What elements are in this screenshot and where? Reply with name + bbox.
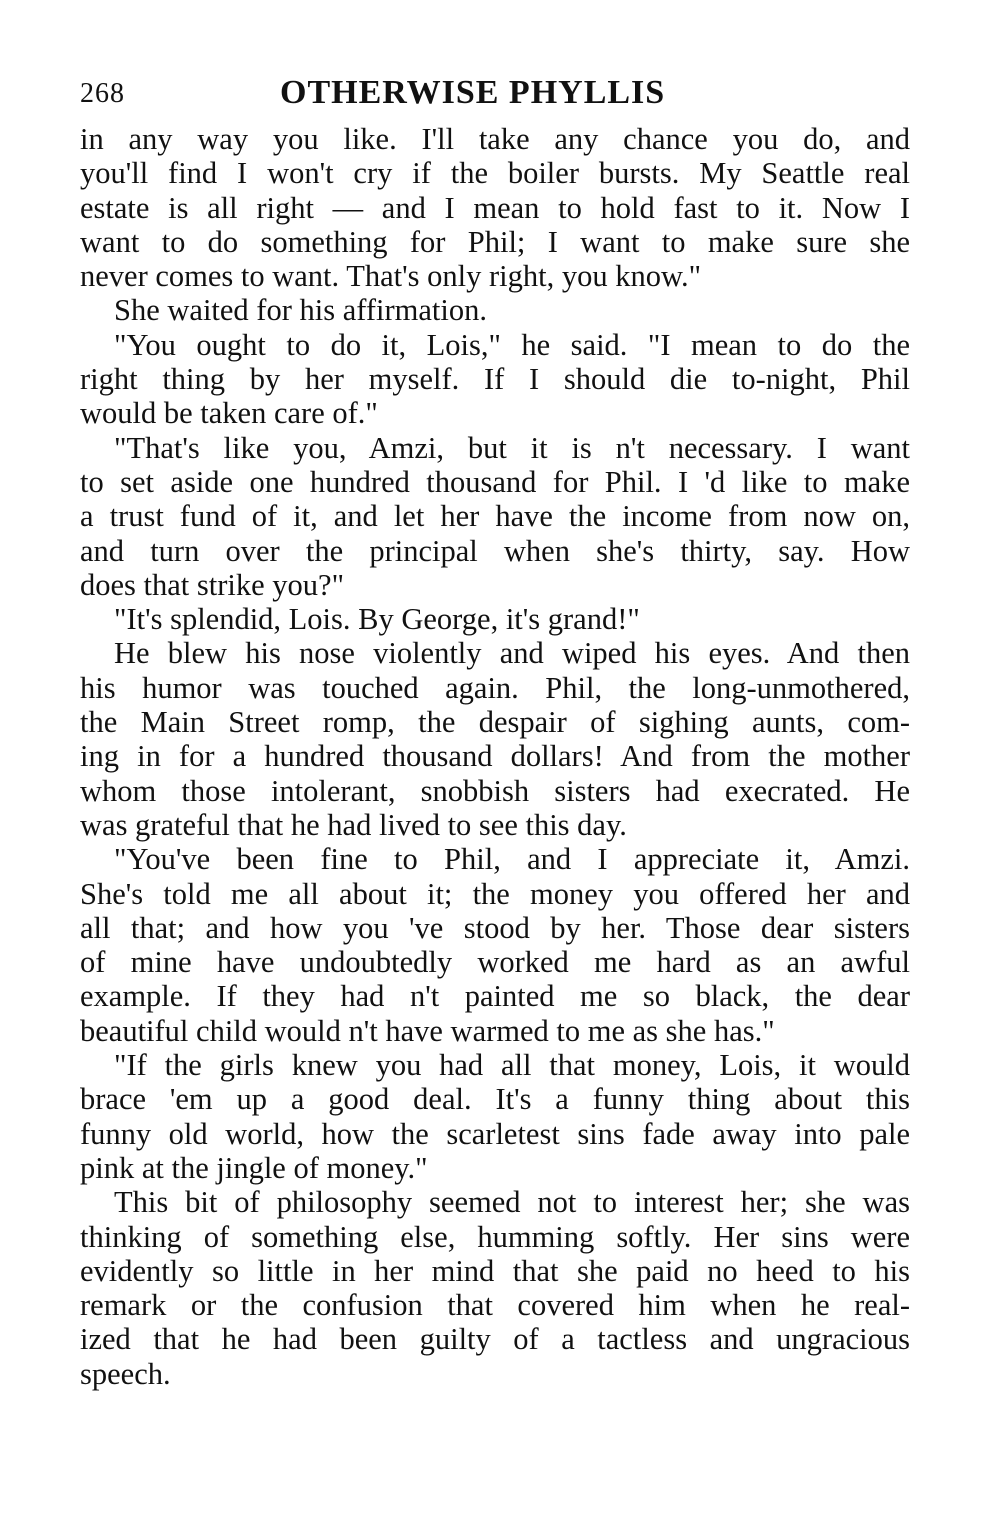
- text-line: "It's splendid, Lois. By George, it's grand!": [114, 602, 640, 637]
- text-line: you'll find I won't cry if the boiler bursts. My Seattle real: [80, 156, 910, 191]
- text-line: does that strike you?": [80, 567, 345, 602]
- text-line: speech.: [80, 1356, 171, 1391]
- text-line: ing in for a hundred thousand dollars! And from the mother: [80, 739, 910, 774]
- text-line: his humor was touched again. Phil, the long-unmothered,: [80, 670, 910, 705]
- text-line: was grateful that he had lived to see this day.: [80, 807, 627, 842]
- text-line: in any way you like. I'll take any chance you do, and: [80, 122, 910, 156]
- text-line: a trust fund of it, and let her have the income from now on,: [80, 499, 910, 534]
- text-line: "You've been fine to Phil, and I appreciate it, Amzi.: [114, 842, 910, 877]
- text-line: the Main Street romp, the despair of sighing aunts, com-: [80, 705, 910, 740]
- book-page: [80, 70, 910, 1391]
- text-line: She's told me all about it; the money you offered her and: [80, 876, 910, 911]
- text-line: remark or the confusion that covered him when he real-: [80, 1288, 910, 1323]
- text-line: right thing by her myself. If I should die to-night, Phil: [80, 362, 910, 397]
- text-line: funny old world, how the scarletest sins fade away into pale: [80, 1116, 910, 1151]
- text-line: of mine have undoubtedly worked me hard as an awful: [80, 945, 910, 980]
- body-text: [80, 122, 910, 1391]
- text-line: all that; and how you 've stood by her. Those dear sisters: [80, 910, 910, 945]
- text-line: "You ought to do it, Lois," he said. "I mean to do the: [114, 327, 910, 362]
- text-line: brace 'em up a good deal. It's a funny thing about this: [80, 1082, 910, 1117]
- text-line: He blew his nose violently and wiped his eyes. And then: [114, 636, 910, 671]
- page-header: [80, 70, 910, 122]
- text-line: evidently so little in her mind that she paid no heed to his: [80, 1253, 910, 1288]
- text-line: ized that he had been guilty of a tactless and ungracious: [80, 1322, 910, 1357]
- text-line: want to do something for Phil; I want to make sure she: [80, 224, 910, 259]
- text-line: whom those intolerant, snobbish sisters had execrated. He: [80, 773, 910, 808]
- text-line: "That's like you, Amzi, but it is n't necessary. I want: [114, 430, 910, 465]
- text-line: to set aside one hundred thousand for Phil. I 'd like to make: [80, 464, 910, 499]
- text-line: never comes to want. That's only right, you know.": [80, 259, 702, 294]
- running-title: OTHERWISE PHYLLIS: [280, 74, 666, 111]
- text-line: pink at the jingle of money.": [80, 1150, 428, 1185]
- text-line: and turn over the principal when she's thirty, say. How: [80, 533, 910, 568]
- text-line: This bit of philosophy seemed not to interest her; she was: [114, 1185, 910, 1220]
- text-line: thinking of something else, humming softly. Her sins were: [80, 1219, 910, 1254]
- text-line: beautiful child would n't have warmed to me as she has.": [80, 1013, 775, 1048]
- text-line: example. If they had n't painted me so black, the dear: [80, 979, 910, 1014]
- text-line: would be taken care of.": [80, 396, 378, 431]
- page-number: 268: [80, 78, 125, 109]
- text-line: estate is all right — and I mean to hold fast to it. Now I: [80, 190, 910, 225]
- text-line: "If the girls knew you had all that money, Lois, it would: [114, 1048, 910, 1083]
- text-line: She waited for his affirmation.: [114, 293, 487, 328]
